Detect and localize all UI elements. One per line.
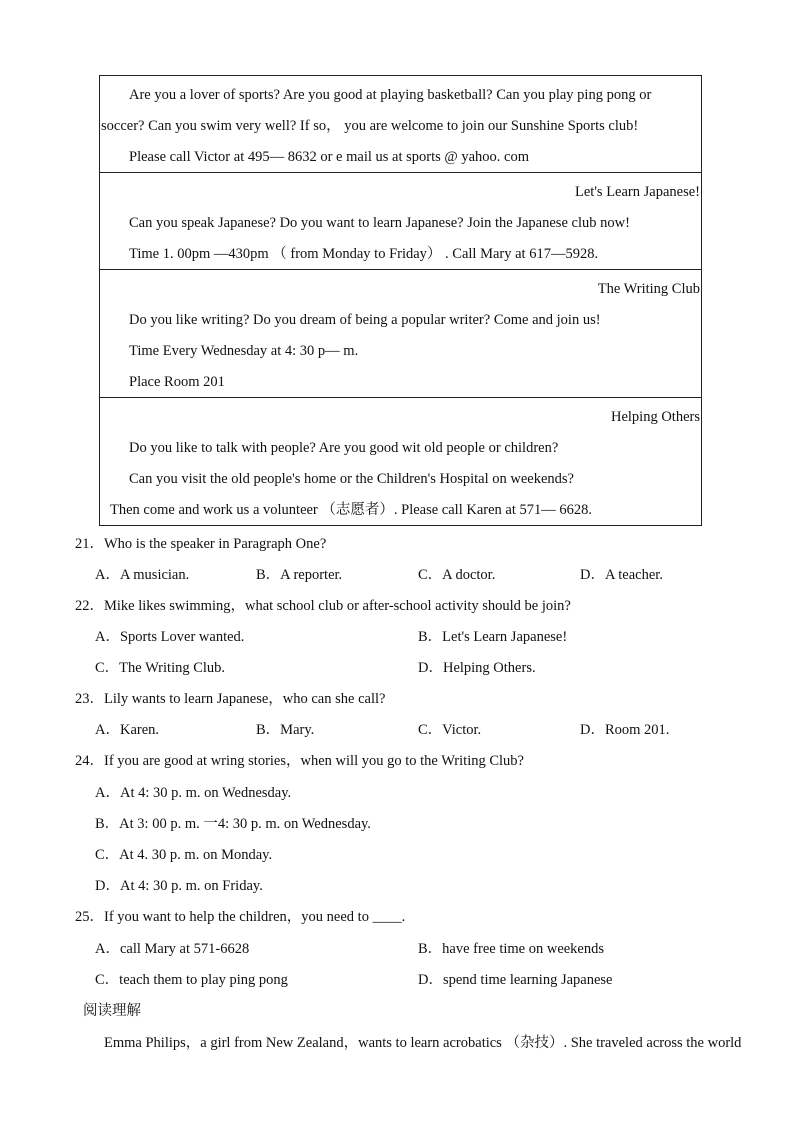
ad-text: Can you speak Japanese? Do you want to learn Japanese? Join the Japanese club now! <box>129 215 630 231</box>
option: C．Victor. <box>418 722 482 738</box>
option: A．A musician. <box>95 567 190 583</box>
ad-text: Then come and work us a volunteer （志愿者）. Please call Karen at 571— 6628. <box>110 502 592 518</box>
ad-text: Do you like writing? Do you dream of being a popular writer? Come and join us! <box>129 312 601 328</box>
table-bottom-border <box>99 525 702 526</box>
ad-text: Please call Victor at 495— 8632 or e mail us at sports @ yahoo. com <box>129 149 530 165</box>
ad-title: The Writing Club <box>597 281 700 297</box>
option: C．A doctor. <box>418 567 496 583</box>
question-25: 25．If you want to help the children，you need to ____. <box>75 909 406 925</box>
section-heading: 阅读理解 <box>83 1003 141 1019</box>
option: A．call Mary at 571-6628 <box>95 941 250 957</box>
option: A．Sports Lover wanted. <box>95 629 245 645</box>
option: C．The Writing Club. <box>95 660 226 676</box>
ad-text: Can you visit the old people's home or the Children's Hospital on weekends? <box>129 471 574 487</box>
option: D．At 4: 30 p. m. on Friday. <box>95 878 263 894</box>
ad-title: Helping Others <box>611 409 700 425</box>
option: D．Room 201. <box>580 722 670 738</box>
option: D．Helping Others. <box>418 660 536 676</box>
ad-text: soccer? Can you swim very well? If so， you are welcome to join our Sunshine Sports club! <box>101 118 639 134</box>
ad-text: Do you like to talk with people? Are you good wit old people or children? <box>129 440 559 456</box>
option: B．At 3: 00 p. m. 一4: 30 p. m. on Wednesday. <box>95 816 371 832</box>
option: C．At 4. 30 p. m. on Monday. <box>95 847 273 863</box>
option: B．Let's Learn Japanese! <box>418 629 568 645</box>
option: C．teach them to play ping pong <box>95 972 288 988</box>
option: A．Karen. <box>95 722 160 738</box>
option: B．Mary. <box>256 722 315 738</box>
passage-text: Emma Philips，a girl from New Zealand，wants to learn acrobatics （杂技）. She traveled across the world <box>104 1035 742 1051</box>
ad-text: Are you a lover of sports? Are you good at playing basketball? Can you play ping pong or <box>129 87 652 103</box>
question-24: 24．If you are good at wring stories，when will you go to the Writing Club? <box>75 753 524 769</box>
question-22: 22．Mike likes swimming，what school club or after-school activity should be join? <box>75 598 571 614</box>
ad-text: Time Every Wednesday at 4: 30 p— m. <box>129 343 359 359</box>
option: B．A reporter. <box>256 567 343 583</box>
ad-title: Let's Learn Japanese! <box>575 184 700 200</box>
option: B．have free time on weekends <box>418 941 605 957</box>
question-21: 21．Who is the speaker in Paragraph One? <box>75 536 327 552</box>
option: A．At 4: 30 p. m. on Wednesday. <box>95 785 292 801</box>
ad-text: Time 1. 00pm —430pm （ from Monday to Friday） . Call Mary at 617—5928. <box>129 246 599 262</box>
option: D．spend time learning Japanese <box>418 972 613 988</box>
ad-text: Place Room 201 <box>129 374 225 390</box>
question-23: 23．Lily wants to learn Japanese，who can she call? <box>75 691 386 707</box>
option: D．A teacher. <box>580 567 663 583</box>
